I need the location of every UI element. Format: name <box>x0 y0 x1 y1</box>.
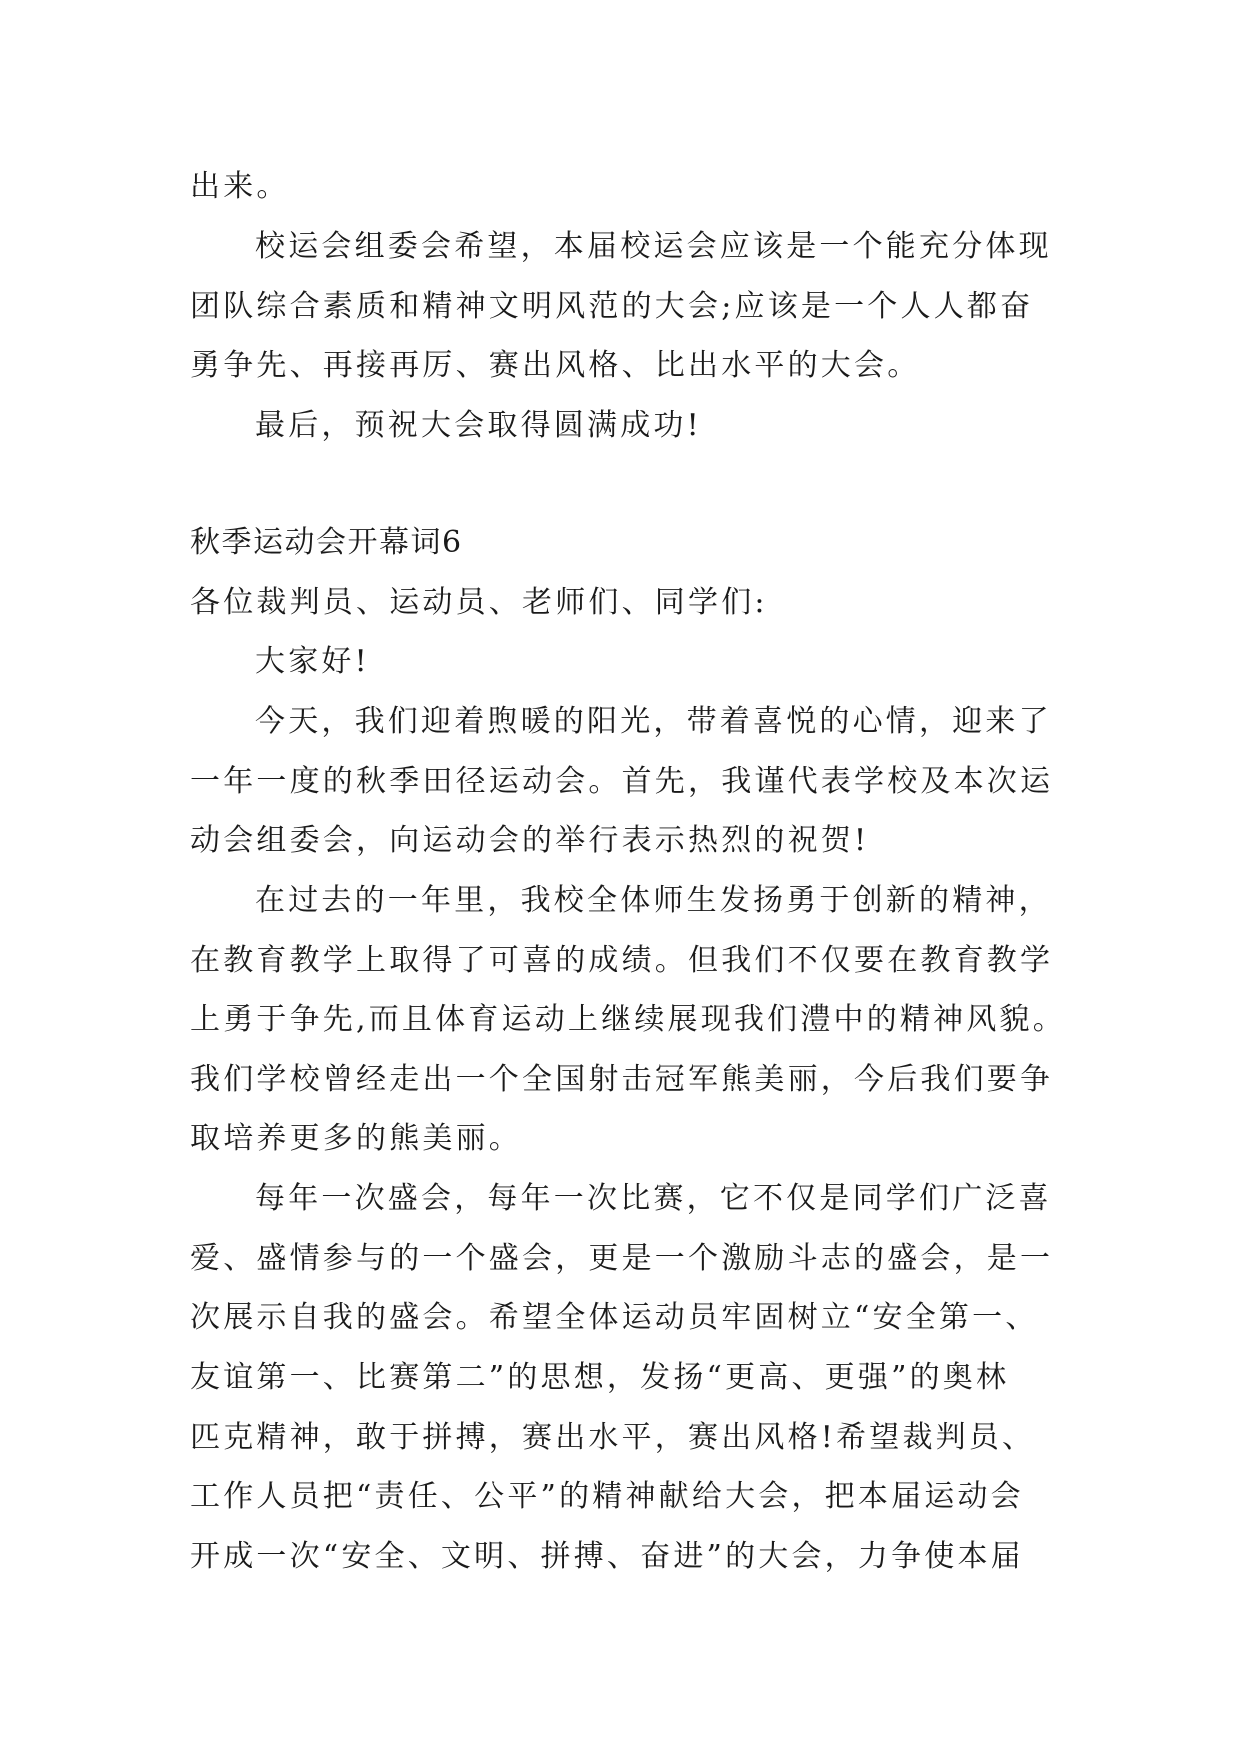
paragraph-first-line: 每年一次盛会，每年一次比赛，它不仅是同学们广泛喜 <box>255 1181 1052 1216</box>
paragraph-first-line: 今天，我们迎着煦暖的阳光，带着喜悦的心情，迎来了 <box>255 704 1052 739</box>
text-line: 团队综合素质和精神文明风范的大会;应该是一个人人都奋 <box>190 289 1034 324</box>
text-line: 工作人员把“责任、公平”的精神献给大会，把本届运动会 <box>190 1479 1024 1514</box>
paragraph-first-line: 在过去的一年里，我校全体师生发扬勇于创新的精神， <box>255 883 1052 918</box>
text-line: 一年一度的秋季田径运动会。首先，我谨代表学校及本次运 <box>190 764 1054 799</box>
text-line: 取培养更多的熊美丽。 <box>190 1121 522 1156</box>
text-line: 上勇于争先,而且体育运动上继续展现我们澧中的精神风貌。 <box>190 1002 1066 1037</box>
text-line: 在教育教学上取得了可喜的成绩。但我们不仅要在教育教学 <box>190 943 1054 978</box>
text-line: 勇争先、再接再厉、赛出风格、比出水平的大会。 <box>190 348 921 383</box>
text-line: 我们学校曾经走出一个全国射击冠军熊美丽，今后我们要争 <box>190 1062 1054 1097</box>
text-line: 动会组委会，向运动会的举行表示热烈的祝贺! <box>190 823 870 858</box>
text-line: 出来。 <box>190 169 290 204</box>
salutation: 各位裁判员、运动员、老师们、同学们: <box>190 585 768 620</box>
paragraph-first-line: 校运会组委会希望，本届校运会应该是一个能充分体现 <box>255 229 1052 264</box>
text-line: 匹克精神，敢于拼搏，赛出水平，赛出风格!希望裁判员、 <box>190 1420 1036 1455</box>
greeting: 大家好! <box>255 644 370 679</box>
section-title: 秋季运动会开幕词6 <box>190 525 463 560</box>
paragraph-first-line: 最后，预祝大会取得圆满成功! <box>255 408 702 443</box>
text-line: 开成一次“安全、文明、拼搏、奋进”的大会，力争使本届 <box>190 1539 1024 1574</box>
text-line: 友谊第一、比赛第二”的思想，发扬“更高、更强”的奥林 <box>190 1360 1010 1395</box>
text-line: 次展示自我的盛会。希望全体运动员牢固树立“安全第一、 <box>190 1300 1039 1335</box>
text-line: 爱、盛情参与的一个盛会，更是一个激励斗志的盛会，是一 <box>190 1241 1054 1276</box>
